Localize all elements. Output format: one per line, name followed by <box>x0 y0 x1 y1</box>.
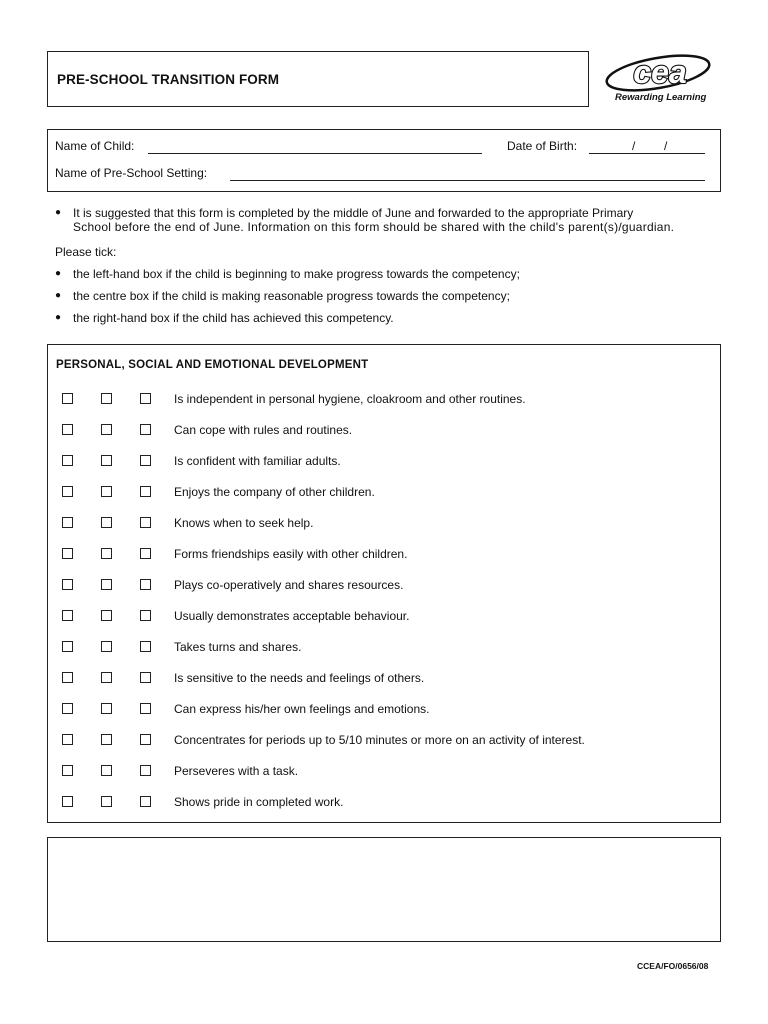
competency-row <box>48 578 720 594</box>
title-box <box>47 51 589 107</box>
tick-box-progressing[interactable] <box>101 703 112 714</box>
name-of-child-label: Name of Child: <box>55 139 135 153</box>
competency-text: Is confident with familiar adults. <box>174 454 341 468</box>
competency-row <box>48 671 720 687</box>
tick-box-progressing[interactable] <box>101 455 112 466</box>
competency-row <box>48 485 720 501</box>
competency-text: Takes turns and shares. <box>174 640 302 654</box>
name-of-child-field[interactable] <box>148 153 482 154</box>
tick-box-progressing[interactable] <box>101 517 112 528</box>
tick-box-progressing[interactable] <box>101 734 112 745</box>
competency-text: Forms friendships easily with other children. <box>174 547 408 561</box>
bullet-icon: ● <box>55 207 62 218</box>
bullet-icon: ● <box>55 268 62 279</box>
form-code: CCEA/FO/0656/08 <box>637 961 709 971</box>
tick-box-beginning[interactable] <box>62 765 73 776</box>
tick-box-beginning[interactable] <box>62 393 73 404</box>
tick-box-achieved[interactable] <box>140 610 151 621</box>
section-heading: PERSONAL, SOCIAL AND EMOTIONAL DEVELOPMENT <box>56 359 369 371</box>
tick-box-achieved[interactable] <box>140 641 151 652</box>
instruction-item: the left-hand box if the child is beginning to make progress towards the competency; <box>73 267 520 281</box>
logo-wordmark: cea <box>633 54 687 90</box>
instruction-item: the centre box if the child is making reasonable progress towards the competency; <box>73 289 510 303</box>
instruction-item: the right-hand box if the child has achieved this competency. <box>73 311 394 325</box>
competency-text: Is independent in personal hygiene, cloakroom and other routines. <box>174 392 526 406</box>
competency-row <box>48 795 720 811</box>
tick-box-beginning[interactable] <box>62 548 73 559</box>
date-separator-1: / <box>632 139 636 153</box>
tick-box-achieved[interactable] <box>140 672 151 683</box>
tick-box-achieved[interactable] <box>140 579 151 590</box>
tick-box-achieved[interactable] <box>140 548 151 559</box>
competency-text: Concentrates for periods up to 5/10 minutes or more on an activity of interest. <box>174 733 585 747</box>
competency-text: Plays co-operatively and shares resources. <box>174 578 404 592</box>
intro-line-2: School before the end of June. Information on this form should be shared with the child's parent(s)/guardian. <box>73 220 675 234</box>
competency-text: Shows pride in completed work. <box>174 795 344 809</box>
competency-row <box>48 547 720 563</box>
tick-box-beginning[interactable] <box>62 672 73 683</box>
tick-box-progressing[interactable] <box>101 641 112 652</box>
competency-text: Perseveres with a task. <box>174 764 299 778</box>
competency-row <box>48 516 720 532</box>
tick-box-progressing[interactable] <box>101 672 112 683</box>
child-details-box <box>47 129 721 192</box>
tick-box-achieved[interactable] <box>140 765 151 776</box>
tick-box-achieved[interactable] <box>140 424 151 435</box>
competency-text: Enjoys the company of other children. <box>174 485 375 499</box>
tick-box-beginning[interactable] <box>62 610 73 621</box>
bullet-icon: ● <box>55 312 62 323</box>
tick-box-progressing[interactable] <box>101 393 112 404</box>
please-tick-label: Please tick: <box>55 245 117 259</box>
tick-box-progressing[interactable] <box>101 424 112 435</box>
tick-box-achieved[interactable] <box>140 703 151 714</box>
logo-tagline: Rewarding Learning <box>615 92 707 103</box>
pse-development-section <box>47 344 721 823</box>
tick-box-achieved[interactable] <box>140 393 151 404</box>
tick-box-beginning[interactable] <box>62 455 73 466</box>
competency-text: Is sensitive to the needs and feelings of others. <box>174 671 425 685</box>
cea-logo-mark <box>600 52 718 94</box>
tick-box-beginning[interactable] <box>62 517 73 528</box>
form-title: PRE-SCHOOL TRANSITION FORM <box>57 72 280 87</box>
tick-box-beginning[interactable] <box>62 734 73 745</box>
bullet-icon: ● <box>55 290 62 301</box>
intro-line-1: It is suggested that this form is completed by the middle of June and forwarded to the appropriate Primary <box>73 206 634 220</box>
date-of-birth-field[interactable] <box>589 153 705 154</box>
competency-text: Knows when to seek help. <box>174 516 314 530</box>
tick-box-progressing[interactable] <box>101 796 112 807</box>
competency-row <box>48 454 720 470</box>
tick-box-achieved[interactable] <box>140 796 151 807</box>
competency-row <box>48 423 720 439</box>
competency-text: Can cope with rules and routines. <box>174 423 353 437</box>
competency-row <box>48 392 720 408</box>
tick-box-beginning[interactable] <box>62 424 73 435</box>
competency-row <box>48 764 720 780</box>
competency-text: Usually demonstrates acceptable behaviour. <box>174 609 410 623</box>
competency-row <box>48 609 720 625</box>
tick-box-progressing[interactable] <box>101 548 112 559</box>
tick-box-achieved[interactable] <box>140 455 151 466</box>
competency-row <box>48 702 720 718</box>
comments-box[interactable] <box>47 837 721 942</box>
tick-box-achieved[interactable] <box>140 486 151 497</box>
tick-box-achieved[interactable] <box>140 734 151 745</box>
tick-box-beginning[interactable] <box>62 796 73 807</box>
tick-box-beginning[interactable] <box>62 641 73 652</box>
tick-box-progressing[interactable] <box>101 486 112 497</box>
pre-school-setting-field[interactable] <box>230 180 705 181</box>
tick-box-achieved[interactable] <box>140 517 151 528</box>
competency-row <box>48 733 720 749</box>
tick-box-beginning[interactable] <box>62 486 73 497</box>
competency-row <box>48 640 720 656</box>
cea-logo <box>600 52 718 108</box>
tick-box-beginning[interactable] <box>62 703 73 714</box>
pre-school-setting-label: Name of Pre-School Setting: <box>55 166 208 180</box>
tick-box-beginning[interactable] <box>62 579 73 590</box>
tick-box-progressing[interactable] <box>101 610 112 621</box>
tick-box-progressing[interactable] <box>101 579 112 590</box>
competency-text: Can express his/her own feelings and emotions. <box>174 702 430 716</box>
date-of-birth-label: Date of Birth: <box>507 139 578 153</box>
date-separator-2: / <box>664 139 668 153</box>
tick-box-progressing[interactable] <box>101 765 112 776</box>
